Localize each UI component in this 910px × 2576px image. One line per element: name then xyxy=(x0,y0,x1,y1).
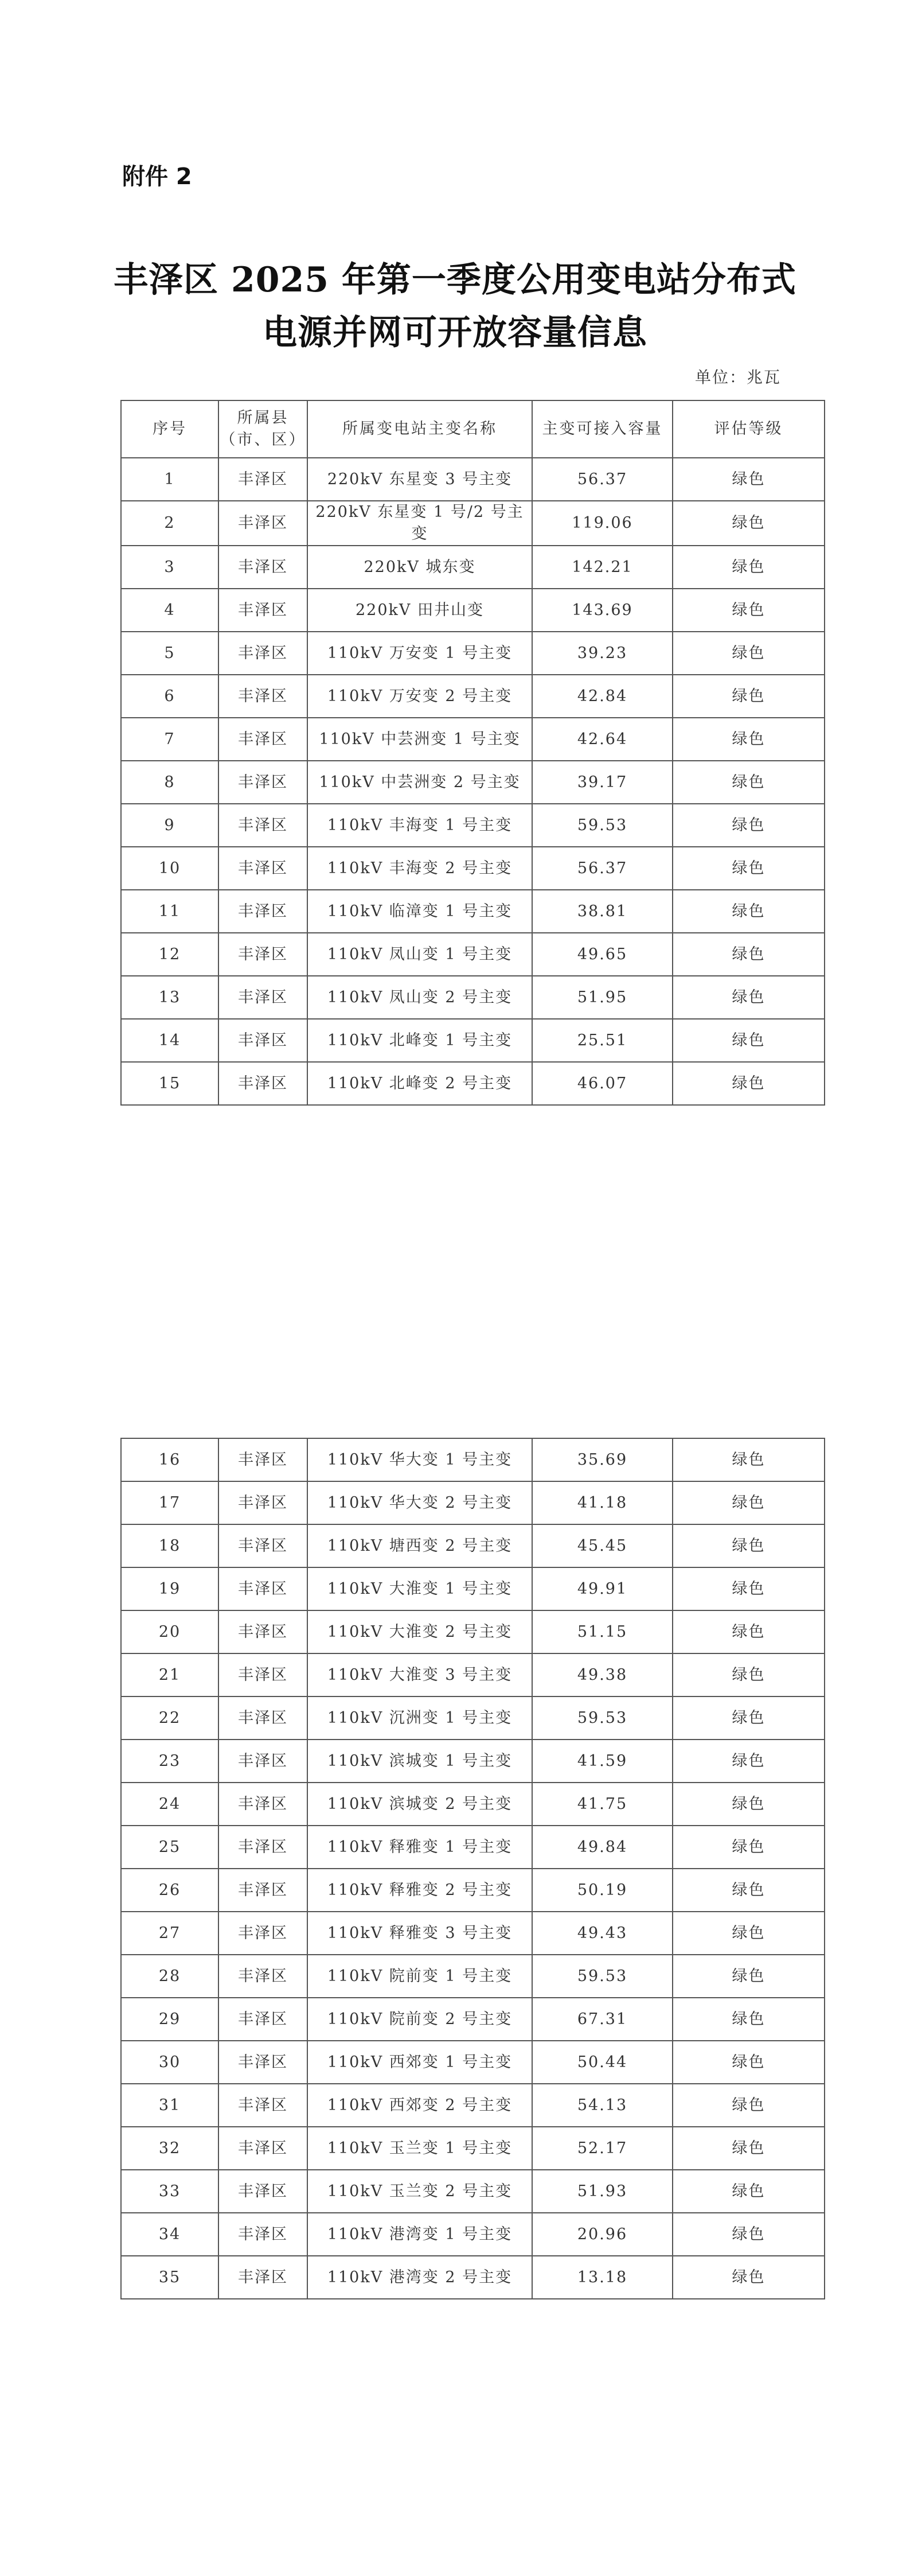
cell-grade: 绿色 xyxy=(673,1438,825,1481)
cell-substation: 110kV 华大变 1 号主变 xyxy=(307,1438,532,1481)
cell-index: 30 xyxy=(121,2041,218,2084)
cell-county: 丰泽区 xyxy=(218,847,307,890)
cell-grade: 绿色 xyxy=(673,1955,825,1998)
cell-substation: 110kV 北峰变 1 号主变 xyxy=(307,1019,532,1062)
table-row xyxy=(121,890,825,933)
cell-substation: 110kV 大淮变 1 号主变 xyxy=(307,1567,532,1610)
cell-substation: 220kV 田井山变 xyxy=(307,589,532,632)
cell-grade: 绿色 xyxy=(673,675,825,718)
cell-substation: 110kV 北峰变 2 号主变 xyxy=(307,1062,532,1105)
cell-county: 丰泽区 xyxy=(218,1826,307,1869)
cell-county: 丰泽区 xyxy=(218,2127,307,2170)
cell-grade: 绿色 xyxy=(673,1912,825,1955)
cell-county: 丰泽区 xyxy=(218,1998,307,2041)
cell-county: 丰泽区 xyxy=(218,675,307,718)
cell-capacity: 42.64 xyxy=(532,718,673,761)
cell-county: 丰泽区 xyxy=(218,1438,307,1481)
cell-county: 丰泽区 xyxy=(218,1062,307,1105)
cell-substation: 220kV 城东变 xyxy=(307,546,532,589)
cell-county: 丰泽区 xyxy=(218,804,307,847)
cell-substation: 110kV 凤山变 2 号主变 xyxy=(307,976,532,1019)
cell-substation: 110kV 塘西变 2 号主变 xyxy=(307,1524,532,1567)
cell-capacity: 56.37 xyxy=(532,458,673,501)
cell-index: 15 xyxy=(121,1062,218,1105)
cell-capacity: 143.69 xyxy=(532,589,673,632)
cell-county: 丰泽区 xyxy=(218,1783,307,1826)
table-row xyxy=(121,976,825,1019)
cell-capacity: 46.07 xyxy=(532,1062,673,1105)
cell-county: 丰泽区 xyxy=(218,1869,307,1912)
cell-substation: 110kV 丰海变 2 号主变 xyxy=(307,847,532,890)
cell-county: 丰泽区 xyxy=(218,1955,307,1998)
cell-substation: 110kV 中芸洲变 2 号主变 xyxy=(307,761,532,804)
cell-substation: 110kV 玉兰变 2 号主变 xyxy=(307,2170,532,2213)
cell-substation: 110kV 凤山变 1 号主变 xyxy=(307,933,532,976)
cell-substation: 110kV 万安变 1 号主变 xyxy=(307,632,532,675)
header-substation: 所属变电站主变名称 xyxy=(307,400,532,458)
cell-grade: 绿色 xyxy=(673,458,825,501)
cell-capacity: 142.21 xyxy=(532,546,673,589)
cell-substation: 110kV 滨城变 2 号主变 xyxy=(307,1783,532,1826)
cell-index: 35 xyxy=(121,2256,218,2299)
cell-substation: 110kV 华大变 2 号主变 xyxy=(307,1481,532,1524)
table-row xyxy=(121,2084,825,2127)
cell-county: 丰泽区 xyxy=(218,761,307,804)
cell-substation: 110kV 西郊变 2 号主变 xyxy=(307,2084,532,2127)
cell-substation: 110kV 院前变 1 号主变 xyxy=(307,1955,532,1998)
cell-grade: 绿色 xyxy=(673,718,825,761)
cell-grade: 绿色 xyxy=(673,1653,825,1696)
cell-grade: 绿色 xyxy=(673,1524,825,1567)
cell-substation: 110kV 滨城变 1 号主变 xyxy=(307,1740,532,1783)
cell-substation: 110kV 玉兰变 1 号主变 xyxy=(307,2127,532,2170)
cell-grade: 绿色 xyxy=(673,2170,825,2213)
cell-grade: 绿色 xyxy=(673,1696,825,1740)
table-row xyxy=(121,1653,825,1696)
table-row xyxy=(121,1610,825,1653)
cell-capacity: 39.17 xyxy=(532,761,673,804)
cell-capacity: 49.65 xyxy=(532,933,673,976)
table-row xyxy=(121,458,825,501)
cell-capacity: 51.95 xyxy=(532,976,673,1019)
table-row xyxy=(121,1481,825,1524)
cell-county: 丰泽区 xyxy=(218,546,307,589)
table-row xyxy=(121,1955,825,1998)
cell-capacity: 54.13 xyxy=(532,2084,673,2127)
table-row xyxy=(121,1524,825,1567)
cell-index: 26 xyxy=(121,1869,218,1912)
cell-index: 23 xyxy=(121,1740,218,1783)
table-row xyxy=(121,589,825,632)
cell-county: 丰泽区 xyxy=(218,1524,307,1567)
table-row xyxy=(121,1998,825,2041)
cell-capacity: 59.53 xyxy=(532,1696,673,1740)
cell-index: 18 xyxy=(121,1524,218,1567)
cell-capacity: 49.91 xyxy=(532,1567,673,1610)
cell-index: 7 xyxy=(121,718,218,761)
header-grade: 评估等级 xyxy=(673,400,825,458)
header-county-line-1: 所属县 xyxy=(237,409,289,427)
table-row xyxy=(121,2213,825,2256)
cell-grade: 绿色 xyxy=(673,1062,825,1105)
cell-substation: 110kV 释雅变 3 号主变 xyxy=(307,1912,532,1955)
cell-county: 丰泽区 xyxy=(218,2213,307,2256)
cell-grade: 绿色 xyxy=(673,761,825,804)
cell-grade: 绿色 xyxy=(673,804,825,847)
cell-substation: 110kV 释雅变 2 号主变 xyxy=(307,1869,532,1912)
table-row xyxy=(121,2041,825,2084)
cell-grade: 绿色 xyxy=(673,501,825,546)
cell-grade: 绿色 xyxy=(673,2213,825,2256)
cell-capacity: 59.53 xyxy=(532,804,673,847)
cell-capacity: 41.18 xyxy=(532,1481,673,1524)
cell-index: 10 xyxy=(121,847,218,890)
page-title-line-1: 丰泽区 2025 年第一季度公用变电站分布式 xyxy=(114,260,796,300)
table-row xyxy=(121,632,825,675)
table-row xyxy=(121,1740,825,1783)
cell-grade: 绿色 xyxy=(673,1481,825,1524)
cell-capacity: 39.23 xyxy=(532,632,673,675)
cell-index: 3 xyxy=(121,546,218,589)
header-county-line-2: （市、区） xyxy=(220,431,306,449)
cell-index: 24 xyxy=(121,1783,218,1826)
cell-index: 27 xyxy=(121,1912,218,1955)
cell-capacity: 41.59 xyxy=(532,1740,673,1783)
cell-index: 31 xyxy=(121,2084,218,2127)
table-row xyxy=(121,933,825,976)
page-title-line-2: 电源并网可开放容量信息 xyxy=(263,313,647,353)
cell-county: 丰泽区 xyxy=(218,1740,307,1783)
cell-grade: 绿色 xyxy=(673,589,825,632)
cell-capacity: 35.69 xyxy=(532,1438,673,1481)
cell-grade: 绿色 xyxy=(673,2256,825,2299)
cell-capacity: 67.31 xyxy=(532,1998,673,2041)
cell-capacity: 45.45 xyxy=(532,1524,673,1567)
cell-county: 丰泽区 xyxy=(218,976,307,1019)
table-row xyxy=(121,1438,825,1481)
cell-grade: 绿色 xyxy=(673,2127,825,2170)
cell-substation: 110kV 中芸洲变 1 号主变 xyxy=(307,718,532,761)
cell-capacity: 52.17 xyxy=(532,2127,673,2170)
cell-grade: 绿色 xyxy=(673,1019,825,1062)
table-header-row xyxy=(121,400,825,458)
cell-capacity: 42.84 xyxy=(532,675,673,718)
cell-grade: 绿色 xyxy=(673,2041,825,2084)
cell-index: 33 xyxy=(121,2170,218,2213)
cell-county: 丰泽区 xyxy=(218,589,307,632)
cell-county: 丰泽区 xyxy=(218,501,307,546)
cell-substation: 220kV 东星变 3 号主变 xyxy=(307,458,532,501)
cell-index: 11 xyxy=(121,890,218,933)
cell-index: 21 xyxy=(121,1653,218,1696)
cell-grade: 绿色 xyxy=(673,1783,825,1826)
cell-capacity: 119.06 xyxy=(532,501,673,546)
cell-county: 丰泽区 xyxy=(218,933,307,976)
cell-index: 20 xyxy=(121,1610,218,1653)
cell-substation: 110kV 港湾变 2 号主变 xyxy=(307,2256,532,2299)
cell-substation: 110kV 大淮变 3 号主变 xyxy=(307,1653,532,1696)
cell-grade: 绿色 xyxy=(673,1869,825,1912)
table-row xyxy=(121,1696,825,1740)
cell-county: 丰泽区 xyxy=(218,2170,307,2213)
table-row xyxy=(121,1912,825,1955)
cell-grade: 绿色 xyxy=(673,632,825,675)
table-row xyxy=(121,2127,825,2170)
cell-county: 丰泽区 xyxy=(218,718,307,761)
cell-index: 1 xyxy=(121,458,218,501)
table-row xyxy=(121,1019,825,1062)
cell-capacity: 49.38 xyxy=(532,1653,673,1696)
cell-capacity: 59.53 xyxy=(532,1955,673,1998)
cell-index: 2 xyxy=(121,501,218,546)
cell-substation: 110kV 万安变 2 号主变 xyxy=(307,675,532,718)
cell-county: 丰泽区 xyxy=(218,2041,307,2084)
cell-index: 22 xyxy=(121,1696,218,1740)
cell-capacity: 49.84 xyxy=(532,1826,673,1869)
cell-county: 丰泽区 xyxy=(218,1481,307,1524)
cell-grade: 绿色 xyxy=(673,2084,825,2127)
cell-grade: 绿色 xyxy=(673,890,825,933)
table-row xyxy=(121,1826,825,1869)
cell-index: 9 xyxy=(121,804,218,847)
capacity-table-part-2 xyxy=(120,1438,825,2299)
cell-capacity: 20.96 xyxy=(532,2213,673,2256)
cell-county: 丰泽区 xyxy=(218,458,307,501)
cell-capacity: 41.75 xyxy=(532,1783,673,1826)
cell-substation: 110kV 院前变 2 号主变 xyxy=(307,1998,532,2041)
capacity-table-part-1 xyxy=(120,400,825,1106)
cell-grade: 绿色 xyxy=(673,1826,825,1869)
cell-index: 16 xyxy=(121,1438,218,1481)
table-row xyxy=(121,675,825,718)
table-row xyxy=(121,546,825,589)
table-row xyxy=(121,1567,825,1610)
cell-county: 丰泽区 xyxy=(218,1912,307,1955)
cell-capacity: 50.19 xyxy=(532,1869,673,1912)
header-capacity: 主变可接入容量 xyxy=(532,400,673,458)
cell-grade: 绿色 xyxy=(673,1998,825,2041)
cell-index: 17 xyxy=(121,1481,218,1524)
cell-substation: 110kV 港湾变 1 号主变 xyxy=(307,2213,532,2256)
cell-capacity: 51.15 xyxy=(532,1610,673,1653)
cell-index: 32 xyxy=(121,2127,218,2170)
table-row xyxy=(121,847,825,890)
cell-substation: 220kV 东星变 1 号/2 号主变 xyxy=(307,501,532,546)
unit-label: 单位：兆瓦 xyxy=(695,368,782,387)
cell-index: 8 xyxy=(121,761,218,804)
cell-grade: 绿色 xyxy=(673,1740,825,1783)
cell-county: 丰泽区 xyxy=(218,632,307,675)
cell-county: 丰泽区 xyxy=(218,1653,307,1696)
cell-capacity: 49.43 xyxy=(532,1912,673,1955)
cell-capacity: 51.93 xyxy=(532,2170,673,2213)
cell-index: 6 xyxy=(121,675,218,718)
cell-index: 4 xyxy=(121,589,218,632)
cell-grade: 绿色 xyxy=(673,1567,825,1610)
cell-index: 13 xyxy=(121,976,218,1019)
cell-county: 丰泽区 xyxy=(218,1696,307,1740)
cell-substation: 110kV 沉洲变 1 号主变 xyxy=(307,1696,532,1740)
table-row xyxy=(121,501,825,546)
header-county xyxy=(218,400,307,458)
cell-capacity: 38.81 xyxy=(532,890,673,933)
cell-capacity: 56.37 xyxy=(532,847,673,890)
cell-substation: 110kV 西郊变 1 号主变 xyxy=(307,2041,532,2084)
table-row xyxy=(121,2170,825,2213)
cell-county: 丰泽区 xyxy=(218,1019,307,1062)
table-row xyxy=(121,804,825,847)
cell-capacity: 13.18 xyxy=(532,2256,673,2299)
table-row xyxy=(121,1062,825,1105)
cell-county: 丰泽区 xyxy=(218,1610,307,1653)
cell-capacity: 50.44 xyxy=(532,2041,673,2084)
cell-grade: 绿色 xyxy=(673,1610,825,1653)
table-row xyxy=(121,1783,825,1826)
cell-index: 19 xyxy=(121,1567,218,1610)
cell-grade: 绿色 xyxy=(673,847,825,890)
cell-county: 丰泽区 xyxy=(218,2256,307,2299)
cell-grade: 绿色 xyxy=(673,976,825,1019)
cell-index: 5 xyxy=(121,632,218,675)
cell-index: 14 xyxy=(121,1019,218,1062)
cell-capacity: 25.51 xyxy=(532,1019,673,1062)
table-row xyxy=(121,761,825,804)
cell-index: 28 xyxy=(121,1955,218,1998)
cell-index: 12 xyxy=(121,933,218,976)
table-row xyxy=(121,2256,825,2299)
cell-index: 25 xyxy=(121,1826,218,1869)
cell-county: 丰泽区 xyxy=(218,890,307,933)
header-index: 序号 xyxy=(121,400,218,458)
cell-index: 29 xyxy=(121,1998,218,2041)
cell-substation: 110kV 临漳变 1 号主变 xyxy=(307,890,532,933)
cell-grade: 绿色 xyxy=(673,546,825,589)
cell-county: 丰泽区 xyxy=(218,2084,307,2127)
cell-substation: 110kV 丰海变 1 号主变 xyxy=(307,804,532,847)
cell-county: 丰泽区 xyxy=(218,1567,307,1610)
cell-substation: 110kV 大淮变 2 号主变 xyxy=(307,1610,532,1653)
attachment-label: 附件 2 xyxy=(122,164,192,190)
cell-index: 34 xyxy=(121,2213,218,2256)
table-row xyxy=(121,1869,825,1912)
cell-substation: 110kV 释雅变 1 号主变 xyxy=(307,1826,532,1869)
table-row xyxy=(121,718,825,761)
cell-grade: 绿色 xyxy=(673,933,825,976)
